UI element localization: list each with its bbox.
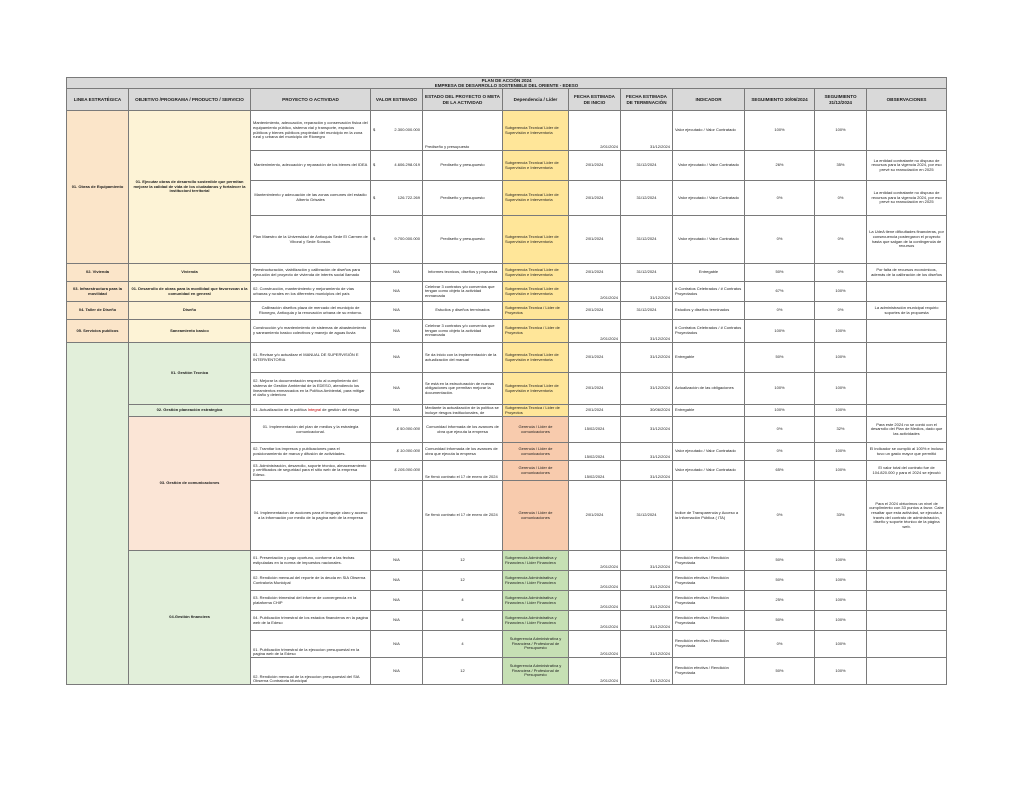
table-row bbox=[67, 343, 947, 373]
estado-cell: Prediseño y presupuesto bbox=[423, 181, 503, 216]
dependencia-cell: Subgerencia Tecnica/ Lider de Supervisión e Interventoria bbox=[503, 343, 569, 373]
fecha-fin-cell: 31/12/2024 bbox=[621, 151, 673, 181]
dependencia-cell: Subgerencia Tecnica/ Lider de Supervisión e Interventoria bbox=[503, 264, 569, 282]
valor-cell: $ 10.000.000 bbox=[371, 443, 423, 461]
seg-06-cell: 50% bbox=[745, 611, 815, 631]
dependencia-cell: Subgerencia Administrativa y Financiera / Lider Financiera bbox=[503, 551, 569, 571]
col-fecha-fin: FECHA ESTIMADA DE TERMINACIÓN bbox=[621, 89, 673, 111]
fecha-fin-cell: 30/06/2024 bbox=[621, 405, 673, 417]
seg-06-cell: 0% bbox=[745, 417, 815, 443]
fecha-inicio-cell: 15/02/2024 bbox=[569, 443, 621, 461]
col-fecha-inicio: FECHA ESTIMADA DE INICIO bbox=[569, 89, 621, 111]
action-plan-table bbox=[66, 77, 947, 685]
indicador-cell: Valor ejecutado / Valor Contratado bbox=[673, 461, 745, 481]
indicador-cell: # Contratos Celebrados / # Contratos Proyectados bbox=[673, 282, 745, 302]
indicador-cell: # Contratos Celebrados / # Contratos Proyectados bbox=[673, 320, 745, 343]
table-row bbox=[67, 302, 947, 320]
objetivo-cell: 01. Gestión Tecnica bbox=[129, 343, 251, 405]
dependencia-cell: Subgerencia Tecnica/ Lider de Supervisión e Interventoria bbox=[503, 373, 569, 405]
seg-06-cell: 50% bbox=[745, 571, 815, 591]
proyecto-cell bbox=[251, 405, 371, 417]
dependencia-cell: Subgerencia Tecnica/ Lider de Supervisión e Interventoria bbox=[503, 111, 569, 151]
currency-symbol: $ bbox=[373, 194, 376, 200]
fecha-fin-cell: 31/12/2024 bbox=[621, 591, 673, 611]
obs-cell: La entidad contratante no dispuso de recursos para la vigencia 2024, por eso prevé su reanudación en 2025 bbox=[867, 181, 947, 216]
valor-cell: N/A bbox=[371, 551, 423, 571]
seg-12-cell: 100% bbox=[815, 373, 867, 405]
fecha-fin-cell: 31/12/2024 bbox=[621, 111, 673, 151]
valor-cell: $ 105.000.000 bbox=[371, 461, 423, 481]
dependencia-cell: Subgerencia Administrativa y Financiera / Profesional de Presupuesto bbox=[503, 631, 569, 658]
col-seg-06: SEGUIMIENTO 30/06/2024 bbox=[745, 89, 815, 111]
seg-12-cell: 100% bbox=[815, 320, 867, 343]
proyecto-cell: 02. Rendición mensual de la ejecucion presupuestal del SIA Obserna Contraloria Municipal bbox=[251, 658, 371, 685]
estado-cell: Estudios y diseños terminados bbox=[423, 302, 503, 320]
fecha-fin-cell: 31/12/2024 bbox=[621, 320, 673, 343]
fecha-fin-cell: 31/12/2024 bbox=[621, 343, 673, 373]
linea-cell: 03. Infraestructura para la movilidad bbox=[67, 282, 129, 302]
seg-06-cell: 25% bbox=[745, 591, 815, 611]
indicador-cell: Rendición efectiva / Rendición Proyectada bbox=[673, 551, 745, 571]
seg-12-cell: 100% bbox=[815, 611, 867, 631]
proyecto-cell: Mantenimiento, adecuación y reparación de los bienes del IDEA bbox=[251, 151, 371, 181]
fecha-inicio-cell: 2/01/2024 bbox=[569, 216, 621, 264]
estado-cell: Se da inicio con la implementación de la actualización del manual bbox=[423, 343, 503, 373]
proyecto-cell: Mantenimiento, adecuación, reparación y conservación física del equipamiento público, sistema vial y transporte, espacios públicos y bienes públicos propiedad del municipio en la zona rural y urbana del municipio de Rionegro bbox=[251, 111, 371, 151]
obs-cell bbox=[867, 658, 947, 685]
valor-cell: 126.722.269 bbox=[397, 194, 420, 200]
col-dependencia: Dependencia / Líder bbox=[503, 89, 569, 111]
seg-06-cell: 50% bbox=[745, 551, 815, 571]
proyecto-cell: 02. Mejorar la documentación respecto al cumplimiento del sistema de Gestión Ambiental de la EDESO, atendiendo los lineamientos enmarcados en la Política Ambiental, para mitigar el daño y deterioro bbox=[251, 373, 371, 405]
estado-cell: 12 bbox=[423, 658, 503, 685]
valor-cell: N/A bbox=[371, 302, 423, 320]
proyecto-cell: 02. Tramitar los impresos y publicaciones para el posicionamiento de marca y difusión de actividades. bbox=[251, 443, 371, 461]
obs-cell: Para el 2024 obtuvimos un nivel de cumplimiento con 33 puntos a favor. Cabe resaltar que esta actividad, se ejecuta a través del contrato de administración, diseño y soporte técnico de la página web. bbox=[867, 481, 947, 551]
seg-06-cell: 100% bbox=[745, 320, 815, 343]
proyecto-cell: 03. Administración, desarrollo, soporte técnico, almacenamiento y certificados de seguridad para el sitio web de la empresa Edeso. bbox=[251, 461, 371, 481]
valor-cell: N/A bbox=[371, 282, 423, 302]
valor-cell: N/A bbox=[371, 631, 423, 658]
table-row bbox=[67, 405, 947, 417]
col-linea: LINEA ESTRATÉGICA bbox=[67, 89, 129, 111]
linea-cell: 01. Obras de Equipamiento bbox=[67, 111, 129, 264]
proyecto-cell: 01. Publicación trimestral de la ejecucion presupuestal en la pagina web de la Edeso bbox=[251, 631, 371, 658]
proyecto-cell: 01. Revisar y/o actualizar el MANUAL DE SUPERVISIÓN E INTERVENTORIA bbox=[251, 343, 371, 373]
seg-12-cell: 33% bbox=[815, 481, 867, 551]
indicador-cell bbox=[673, 417, 745, 443]
obs-cell bbox=[867, 343, 947, 373]
indicador-cell: Actualización de las obligaciones bbox=[673, 373, 745, 405]
linea-cell-empty bbox=[67, 343, 129, 685]
dependencia-cell: Subgerencia Tecnica / Lider de Proyectos bbox=[503, 320, 569, 343]
dependencia-cell: Subgerencia Tecnica/ Lider de Supervisión e Interventoria bbox=[503, 282, 569, 302]
fecha-inicio-cell: 15/02/2024 bbox=[569, 461, 621, 481]
fecha-fin-cell: 31/12/2024 bbox=[621, 417, 673, 443]
proyecto-cell: Construcción y/o mantenimiento de sistemas de abastecimiento y saneamiento basico colectivos y manejo de aguas lluvia bbox=[251, 320, 371, 343]
col-seg-12: SEGUIMIENTO 31/12/2024 bbox=[815, 89, 867, 111]
fecha-fin-cell: 31/12/2024 bbox=[621, 481, 673, 551]
seg-06-cell: 0% bbox=[745, 181, 815, 216]
linea-cell: 05. Servicios publicos bbox=[67, 320, 129, 343]
currency-symbol: $ bbox=[373, 127, 376, 133]
indicador-cell: Rendición efectiva / Rendición Proyectada bbox=[673, 658, 745, 685]
estado-cell: 12 bbox=[423, 551, 503, 571]
seg-12-cell: 100% bbox=[815, 111, 867, 151]
estado-cell: 4 bbox=[423, 591, 503, 611]
fecha-fin-cell: 31/12/2024 bbox=[621, 551, 673, 571]
indicador-cell: Entregable bbox=[673, 343, 745, 373]
obs-cell bbox=[867, 320, 947, 343]
indicador-cell: Rendición efectiva / Rendición Proyectada bbox=[673, 591, 745, 611]
proyecto-cell: Reestructuración, viabilización y calibración de diseños para ejecución del proyecto de vivienda de interés social llamado bbox=[251, 264, 371, 282]
table-row bbox=[67, 551, 947, 571]
objetivo-cell: 02. Gestión planeación estrategica bbox=[129, 405, 251, 417]
fecha-inicio-cell: 15/02/2024 bbox=[569, 417, 621, 443]
col-objetivo: OBJETIVO /PROGRAMA / PRODUCTO / SERVICIO bbox=[129, 89, 251, 111]
valor-cell bbox=[371, 481, 423, 551]
dependencia-cell: Subgerencia Tecnica / Lider de Proyectos bbox=[503, 302, 569, 320]
seg-12-cell: 35% bbox=[815, 151, 867, 181]
estado-cell: Celebrar 3 contratos y/o convenios que tengan como objeto la actividad enmarcada bbox=[423, 320, 503, 343]
dependencia-cell: Subgerencia Administrativa y Financiera / Lider Financiera bbox=[503, 611, 569, 631]
proyecto-text-highlight: Integral bbox=[307, 407, 322, 413]
currency-symbol: $ bbox=[373, 162, 376, 168]
fecha-inicio-cell: 2/01/2024 bbox=[569, 343, 621, 373]
proyecto-cell: Calibración diseños plaza de mercado del municipio de Rionegro, Antioquia y la renovación urbana de su entorno. bbox=[251, 302, 371, 320]
seg-12-cell: 100% bbox=[815, 631, 867, 658]
header-row bbox=[67, 89, 947, 111]
fecha-inicio-cell: 2/01/2024 bbox=[569, 264, 621, 282]
plan-title: PLAN DE ACCIÓN 2024 bbox=[67, 78, 947, 84]
indicador-cell: Estudios y diseños terminados bbox=[673, 302, 745, 320]
seg-06-cell: 0% bbox=[745, 481, 815, 551]
obs-cell bbox=[867, 631, 947, 658]
fecha-fin-cell: 31/12/2024 bbox=[621, 373, 673, 405]
estado-cell: Prediseño y presupuesto bbox=[423, 111, 503, 151]
proyecto-cell: Mantenimiento y adecuación de las zonas comunes del estadio Alberto Grisales bbox=[251, 181, 371, 216]
fecha-inicio-cell: 2/01/2024 bbox=[569, 151, 621, 181]
valor-cell: N/A bbox=[371, 405, 423, 417]
estado-cell: Informes tecnicos, diseños y propuesta bbox=[423, 264, 503, 282]
seg-06-cell: 50% bbox=[745, 264, 815, 282]
fecha-fin-cell: 31/12/2024 bbox=[621, 443, 673, 461]
obs-cell bbox=[867, 591, 947, 611]
fecha-fin-cell: 31/12/2024 bbox=[621, 282, 673, 302]
indicador-cell: Valor ejecutado / Valor Contratado bbox=[673, 443, 745, 461]
proyecto-cell: 01. Implementación del plan de medios y la estrategia comunicacional. bbox=[251, 417, 371, 443]
indicador-cell: Indice de Transparencia y Acceso a la Información Pública ( ITA) bbox=[673, 481, 745, 551]
valor-cell: N/A bbox=[371, 658, 423, 685]
objetivo-cell: 01. Ejecutar obras de desarrollo sostenible que permitan mejorar la calidad de vida de los ciudadanos y fortalecer la institucionl territorial bbox=[129, 111, 251, 264]
proyecto-cell: 01. Presentación y pago oportuno, conforme a las fechas estipuladas en la norma de impuestos nacionales. bbox=[251, 551, 371, 571]
proyecto-cell: 02. Rendición mensual del reporte de la deuda en SIA Obserna Contraloria Municipal bbox=[251, 571, 371, 591]
seg-06-cell: 50% bbox=[745, 658, 815, 685]
fecha-inicio-cell: 2/01/2024 bbox=[569, 571, 621, 591]
seg-12-cell: 32% bbox=[815, 417, 867, 443]
col-indicador: INDICADOR bbox=[673, 89, 745, 111]
seg-12-cell: 100% bbox=[815, 658, 867, 685]
indicador-cell: Entregable bbox=[673, 264, 745, 282]
fecha-fin-cell: 31/12/2024 bbox=[621, 658, 673, 685]
fecha-fin-cell: 31/12/2024 bbox=[621, 461, 673, 481]
valor-cell: N/A bbox=[371, 320, 423, 343]
obs-cell bbox=[867, 551, 947, 571]
indicador-cell: Valor ejecutado / Valor Contratado bbox=[673, 181, 745, 216]
fecha-fin-cell: 31/12/2024 bbox=[621, 264, 673, 282]
objetivo-cell: 01. Desarrollo de obras para la movilidad que favorezcan a la comunidad en general bbox=[129, 282, 251, 302]
obs-cell: Para este 2024 no se contó con el desarrollo del Plan de Medios, dado que las actividades bbox=[867, 417, 947, 443]
table-row bbox=[67, 111, 947, 151]
fecha-fin-cell: 31/12/2024 bbox=[621, 611, 673, 631]
dependencia-cell: Gerencia / Lider de comunicaciones bbox=[503, 481, 569, 551]
objetivo-cell: 03. Gestión de comunicaciones bbox=[129, 417, 251, 551]
valor-cell: N/A bbox=[371, 343, 423, 373]
estado-cell: Se está en la estructuración de nuevas obligaciones que permitan mejorar la documentación. bbox=[423, 373, 503, 405]
obs-cell: El indicador se cumplió al 100% e incluso tuvo un gasto mayor que permitió bbox=[867, 443, 947, 461]
fecha-inicio-cell: 2/01/2024 bbox=[569, 111, 621, 151]
obs-cell bbox=[867, 111, 947, 151]
valor-cell: N/A bbox=[371, 373, 423, 405]
seg-12-cell: 0% bbox=[815, 216, 867, 264]
objetivo-cell: Saneamiento basico bbox=[129, 320, 251, 343]
estado-cell: Se firmó contrato el 17 de enero de 2024 bbox=[423, 481, 503, 551]
indicador-cell: Rendición efectiva / Rendición Proyectada bbox=[673, 611, 745, 631]
fecha-fin-cell: 31/12/2024 bbox=[621, 302, 673, 320]
fecha-inicio-cell: 2/01/2024 bbox=[569, 320, 621, 343]
seg-12-cell: 100% bbox=[815, 591, 867, 611]
estado-cell: Mediante la actualización de la política se incluye riesgos institucionales, de bbox=[423, 405, 503, 417]
dependencia-cell: Gerencia / Lider de comunicaciones bbox=[503, 443, 569, 461]
seg-12-cell: 100% bbox=[815, 405, 867, 417]
indicador-cell: Valor ejecutado / Valor Contratado bbox=[673, 111, 745, 151]
obs-cell: La UdeA tiene dificultades financieras, por consecuencia postergaron el proyecto hasta que salgan de la contingencia de recursos bbox=[867, 216, 947, 264]
seg-12-cell: 100% bbox=[815, 461, 867, 481]
obs-cell: La entidad contratante no dispuso de recursos para la vigencia 2024, por eso prevé su reanudación en 2025 bbox=[867, 151, 947, 181]
dependencia-cell: Subgerencia Tecnica/ Lider de Supervisión e Interventoria bbox=[503, 151, 569, 181]
linea-cell: 02. Vivienda bbox=[67, 264, 129, 282]
obs-cell bbox=[867, 373, 947, 405]
proyecto-cell: 04. Implementacion de acciones para el lenguaje claro y acceso a la información por medio de la pagina web de la empresa bbox=[251, 481, 371, 551]
seg-06-cell: 67% bbox=[745, 282, 815, 302]
fecha-inicio-cell: 2/01/2024 bbox=[569, 373, 621, 405]
seg-06-cell: 0% bbox=[745, 216, 815, 264]
fecha-inicio-cell: 2/01/2024 bbox=[569, 181, 621, 216]
estado-cell: 4 bbox=[423, 631, 503, 658]
fecha-inicio-cell: 2/01/2024 bbox=[569, 658, 621, 685]
proyecto-cell: 04. Publicación trimestral de los estados financieros en la pagina web de la Edeso bbox=[251, 611, 371, 631]
estado-cell: 12 bbox=[423, 571, 503, 591]
objetivo-cell: Diseño bbox=[129, 302, 251, 320]
valor-cell: 9.700.000.000 bbox=[394, 236, 420, 242]
valor-cell: N/A bbox=[371, 264, 423, 282]
estado-cell: 4 bbox=[423, 611, 503, 631]
table-row bbox=[67, 320, 947, 343]
valor-cell: N/A bbox=[371, 611, 423, 631]
dependencia-cell: Gerencia / Lider de comunicaciones bbox=[503, 461, 569, 481]
fecha-inicio-cell: 2/01/2024 bbox=[569, 302, 621, 320]
obs-cell: Por falta de recursos económicos, además de la calibración de los diseños bbox=[867, 264, 947, 282]
objetivo-cell: Vivienda bbox=[129, 264, 251, 282]
valor-cell: 2.300.000.000 bbox=[394, 127, 420, 133]
indicador-cell: Rendición efectiva / Rendición Proyectada bbox=[673, 631, 745, 658]
company-title: EMPRESA DE DESARROLLO SOSTENIBLE DEL ORIENTE - EDESO bbox=[67, 83, 947, 89]
dependencia-cell: Subgerencia Administrativa y Financiera / Lider Financiera bbox=[503, 591, 569, 611]
col-estado: ESTADO DEL PROYECTO O META DE LA ACTIVIDAD bbox=[423, 89, 503, 111]
proyecto-text-b: de gestión del riesgo bbox=[321, 407, 360, 413]
seg-12-cell: 0% bbox=[815, 302, 867, 320]
obs-cell bbox=[867, 405, 947, 417]
seg-12-cell: 100% bbox=[815, 551, 867, 571]
objetivo-cell: 04.Gestión financiera bbox=[129, 551, 251, 685]
seg-12-cell: 100% bbox=[815, 343, 867, 373]
seg-06-cell: 0% bbox=[745, 631, 815, 658]
fecha-inicio-cell: 2/01/2024 bbox=[569, 591, 621, 611]
dependencia-cell: Subgerencia Administrativa y Financiera / Lider Financiera bbox=[503, 571, 569, 591]
valor-cell: N/A bbox=[371, 571, 423, 591]
table-row bbox=[67, 417, 947, 443]
seg-06-cell: 0% bbox=[745, 302, 815, 320]
obs-cell bbox=[867, 282, 947, 302]
action-plan-sheet bbox=[66, 77, 946, 685]
estado-cell: Prediseño y presupuesto bbox=[423, 151, 503, 181]
fecha-fin-cell: 31/12/2024 bbox=[621, 571, 673, 591]
fecha-fin-cell: 31/12/2024 bbox=[621, 216, 673, 264]
seg-12-cell: 100% bbox=[815, 571, 867, 591]
dependencia-cell: Subgerencia Tecnica/ Lider de Supervisión e Interventoria bbox=[503, 216, 569, 264]
indicador-cell: Valor ejecutado / Valor Contratado bbox=[673, 151, 745, 181]
seg-06-cell: 50% bbox=[745, 343, 815, 373]
indicador-cell: Rendición efectiva / Rendición Proyectada bbox=[673, 571, 745, 591]
seg-06-cell: 0% bbox=[745, 443, 815, 461]
fecha-fin-cell: 31/12/2024 bbox=[621, 181, 673, 216]
dependencia-cell: Subgerencia Tecnica / Lider de Proyectos bbox=[503, 405, 569, 417]
seg-06-cell: 65% bbox=[745, 461, 815, 481]
col-proyecto: PROYECTO O ACTIVIDAD bbox=[251, 89, 371, 111]
currency-symbol: $ bbox=[373, 236, 376, 242]
seg-12-cell: 100% bbox=[815, 443, 867, 461]
seg-12-cell: 0% bbox=[815, 264, 867, 282]
seg-06-cell: 100% bbox=[745, 405, 815, 417]
fecha-inicio-cell: 2/01/2024 bbox=[569, 405, 621, 417]
estado-cell: Comunidad informada de los avances de obra que ejecuta la empresa bbox=[423, 417, 503, 443]
proyecto-text-a: 01. Actualización de la política bbox=[253, 407, 308, 413]
linea-cell: 04. Taller de Diseño bbox=[67, 302, 129, 320]
estado-cell: Se firmó contrato el 17 de enero de 2024 bbox=[423, 461, 503, 481]
proyecto-cell: 03. Rendición trimestral del informe de convergencia en la plataforma CHIP bbox=[251, 591, 371, 611]
dependencia-cell: Gerencia / Lider de comunicaciones bbox=[503, 417, 569, 443]
col-valor: VALOR ESTIMADO bbox=[371, 89, 423, 111]
proyecto-cell: 02. Construcción, mantenimiento y mejoramiento de vías urbanas y rurales en los diferentes municipios del país bbox=[251, 282, 371, 302]
obs-cell bbox=[867, 611, 947, 631]
seg-06-cell: 100% bbox=[745, 111, 815, 151]
seg-06-cell: 26% bbox=[745, 151, 815, 181]
fecha-inicio-cell: 2/01/2024 bbox=[569, 631, 621, 658]
seg-12-cell: 0% bbox=[815, 181, 867, 216]
seg-06-cell: 100% bbox=[745, 373, 815, 405]
valor-cell: $ 50.000.000 bbox=[371, 417, 423, 443]
dependencia-cell: Subgerencia Tecnica/ Lider de Supervisión e Interventoria bbox=[503, 181, 569, 216]
seg-12-cell: 100% bbox=[815, 282, 867, 302]
fecha-inicio-cell: 2/01/2024 bbox=[569, 551, 621, 571]
fecha-inicio-cell: 2/01/2024 bbox=[569, 282, 621, 302]
fecha-inicio-cell: 2/01/2024 bbox=[569, 611, 621, 631]
obs-cell: El valor total del contrato fue de 104.820.000 y para el 2024 se ejecutó bbox=[867, 461, 947, 481]
fecha-fin-cell: 31/12/2024 bbox=[621, 631, 673, 658]
col-observaciones: OBSERVACIONES bbox=[867, 89, 947, 111]
valor-cell: 4.606.298.019 bbox=[394, 162, 420, 168]
indicador-cell: Entregable bbox=[673, 405, 745, 417]
obs-cell: La administración municipal requirio soportes de la propuesta bbox=[867, 302, 947, 320]
estado-cell: Prediseño y presupuesto bbox=[423, 216, 503, 264]
dependencia-cell: Subgerencia Administrativa y Financiera / Profesional de Presupuesto bbox=[503, 658, 569, 685]
proyecto-cell: Plan Maestro de la Universidad de Antioquia Sede El Carmen de Viboral y Sede Sonsón. bbox=[251, 216, 371, 264]
obs-cell bbox=[867, 571, 947, 591]
estado-cell: Celebrar 3 contratos y/o convenios que tengan como objeto la actividad enmarcada bbox=[423, 282, 503, 302]
fecha-inicio-cell: 2/01/2024 bbox=[569, 481, 621, 551]
indicador-cell: Valor ejecutado / Valor Contratado bbox=[673, 216, 745, 264]
estado-cell: Comunidad informada de los avances de obra que ejecuta la empresa bbox=[423, 443, 503, 461]
table-row bbox=[67, 264, 947, 282]
valor-cell: N/A bbox=[371, 591, 423, 611]
table-row bbox=[67, 282, 947, 302]
